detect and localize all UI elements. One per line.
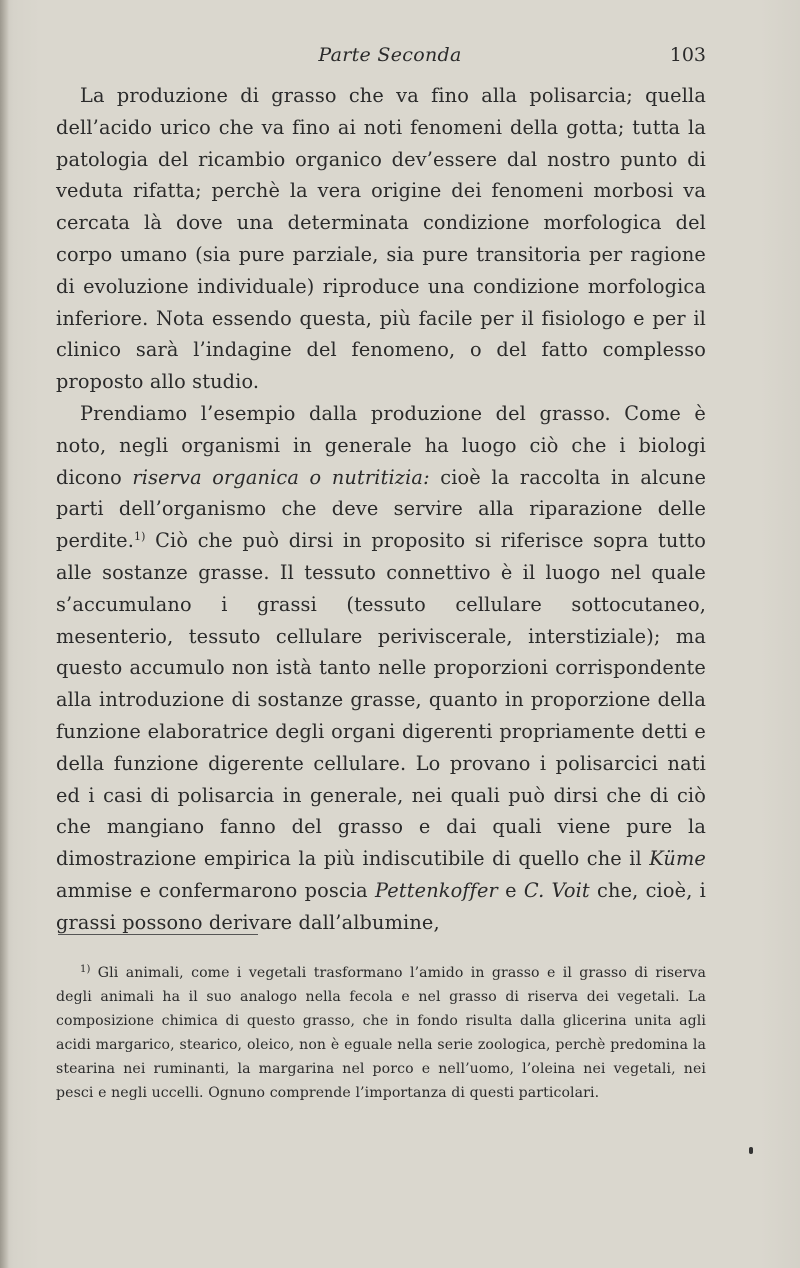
footnote-marker: 1) bbox=[80, 964, 91, 975]
footnote bbox=[56, 962, 706, 1105]
paragraph-2-text-a: Prendiamo l’esempio dalla produzione del grasso. Come è noto, negli organismi in generale ha luogo ciò che i biologi dicono bbox=[56, 401, 706, 489]
page-number: 103 bbox=[669, 44, 706, 66]
paragraph-2-text-h: e bbox=[497, 878, 524, 902]
paragraph-2-text-d: Ciò che può dirsi in proposito si riferisce sopra tutto alle sostanze grasse. Il tessuto connettivo è il luogo nel quale s’accumulano i grassi (tessuto cellulare sottocutaneo, mesenterio, tessuto cellulare periviscerale, interstiziale); ma questo accumulo non istà tanto nelle proporzioni corrispondente alla introduzione di sostanze grasse, quanto in proporzione della funzione elaboratrice degli organi digerenti propriamente detti e della funzione digerente cellulare. Lo provano i polisarcici nati ed i casi di polisarcia in generale, nei quali può dirsi che di ciò che mangiano fanno del grasso e dai quali viene pure la dimostrazione empirica la più indiscutibile di quello che il bbox=[56, 529, 706, 871]
footnote-text: Gli animali, come i vegetali trasformano l’amido in grasso e il grasso di riserva degli animali ha il suo analogo nella fecola e nel grasso di riserva dei vegetali. La composizione chimica di questo grasso, che in fondo risulta dalla glicerina unita agli acidi margarico, stearico, oleico, non è eguale nella serie zoologica, perchè predomina la stearina nei ruminanti, la margarina nel porco e nell’uomo, l’oleina nei vegetali, nei pesci e negli uccelli. Ognuno comprende l’importanza di questi particolari. bbox=[56, 965, 706, 1101]
page-header bbox=[56, 44, 706, 74]
footnote-reference[interactable]: 1) bbox=[133, 530, 146, 544]
italic-name-voit: C. Voit bbox=[523, 878, 590, 902]
italic-term-riserva: riserva organica o nutritizia: bbox=[132, 465, 430, 489]
main-text bbox=[56, 80, 706, 939]
italic-name-pettenkoffer: Pettenkoffer bbox=[375, 878, 498, 902]
paragraph-1-text: La produzione di grasso che va fino alla polisarcia; quella dell’acido urico che va fino ai noti fenomeni della gotta; tutta la patologia del ricambio organico dev’essere dal nostro punto di veduta rifatta; perchè la vera origine dei fenomeni morbosi va cercata là dove una determinata condizione morfologica del corpo umano (sia pure parziale, sia pure transitoria per ragione di evoluzione individuale) riproduce una condizione morfologica inferiore. Nota essendo questa, più facile per il fisiologo e per il clinico sarà l’indagine del fenomeno, o del fatto complesso proposto allo studio. bbox=[56, 84, 706, 394]
italic-name-kume: Küme bbox=[649, 847, 706, 871]
running-title: Parte Seconda bbox=[318, 44, 462, 66]
paragraph-1 bbox=[56, 80, 706, 398]
paragraph-2 bbox=[56, 398, 706, 939]
paragraph-2-text-j: che, cioè, i grassi possono derivare dall’albumine, bbox=[56, 878, 706, 934]
paragraph-2-text-f: ammise e confermarono poscia bbox=[56, 878, 376, 902]
ink-speck bbox=[749, 1147, 753, 1154]
footnote-separator bbox=[58, 934, 258, 935]
paragraph-2-text-c: cioè la raccolta in alcune parti dell’organismo che deve servire alla riparazione delle perdite. bbox=[56, 465, 706, 553]
page-binding-edge bbox=[0, 0, 9, 1268]
